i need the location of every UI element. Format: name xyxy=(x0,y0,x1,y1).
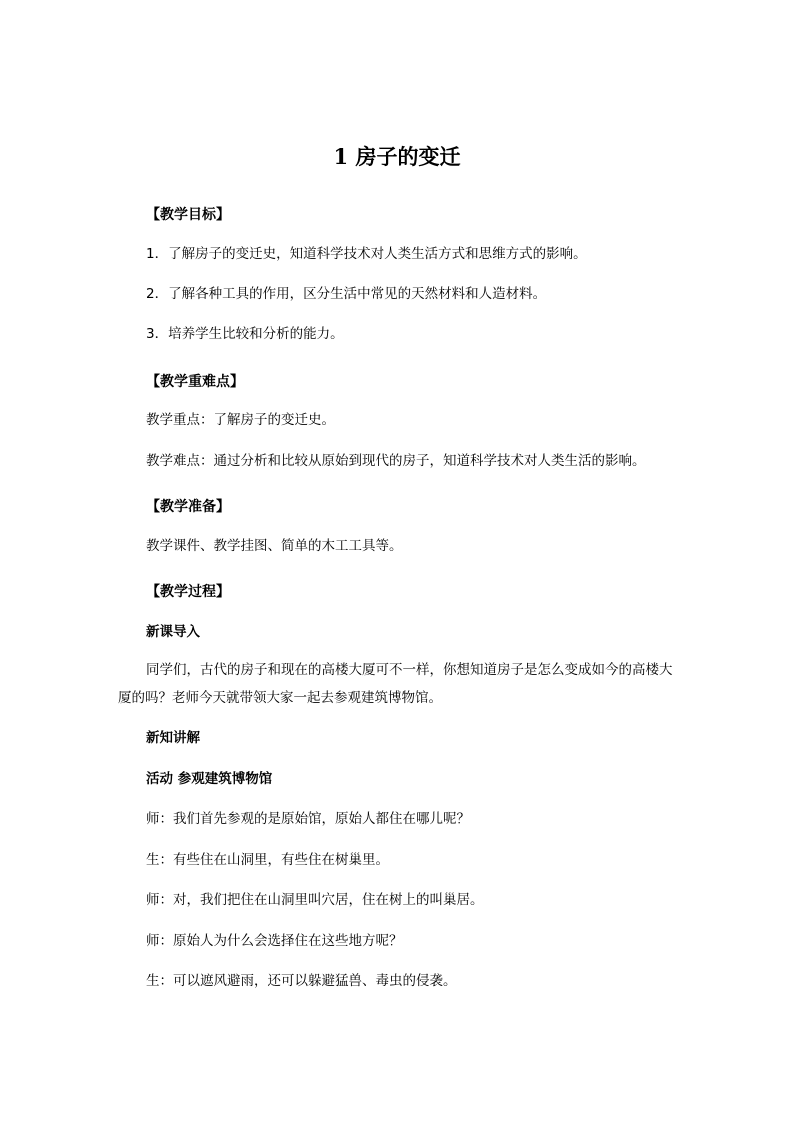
intro-paragraph: 同学们，古代的房子和现在的高楼大厦可不一样，你想知道房子是怎么变成如今的高楼大厦的吗？老师今天就带领大家一起去参观建筑博物馆。 xyxy=(118,662,673,706)
section-heading-goals: 【教学目标】 xyxy=(146,207,230,223)
dialogue-line: 生：有些住在山洞里，有些住在树巢里。 xyxy=(146,852,389,868)
preparation-text: 教学课件、教学挂图、简单的木工工具等。 xyxy=(146,538,403,554)
subheading-intro: 新课导入 xyxy=(146,624,200,640)
dialogue-line: 师：对，我们把住在山洞里叫穴居，住在树上的叫巢居。 xyxy=(146,892,484,908)
dialogue-line: 生：可以遮风避雨，还可以躲避猛兽、毒虫的侵袭。 xyxy=(146,973,457,989)
section-heading-key-points: 【教学重难点】 xyxy=(146,374,244,390)
goal-item: 3．培养学生比较和分析的能力。 xyxy=(146,326,344,342)
section-heading-preparation: 【教学准备】 xyxy=(146,499,230,515)
key-point-focus: 教学重点：了解房子的变迁史。 xyxy=(146,412,335,428)
dialogue-line: 师：我们首先参观的是原始馆，原始人都住在哪儿呢？ xyxy=(146,811,470,827)
goal-item: 2．了解各种工具的作用，区分生活中常见的天然材料和人造材料。 xyxy=(146,286,547,302)
key-point-difficulty: 教学难点：通过分析和比较从原始到现代的房子，知道科学技术对人类生活的影响。 xyxy=(146,453,646,469)
page-title: 1 房子的变迁 xyxy=(333,144,461,169)
subheading-activity: 活动 参观建筑博物馆 xyxy=(146,771,273,787)
goal-item: 1．了解房子的变迁史，知道科学技术对人类生活方式和思维方式的影响。 xyxy=(146,246,587,262)
dialogue-line: 师：原始人为什么会选择住在这些地方呢？ xyxy=(146,933,403,949)
subheading-new-knowledge: 新知讲解 xyxy=(146,730,200,746)
section-heading-process: 【教学过程】 xyxy=(146,584,230,600)
